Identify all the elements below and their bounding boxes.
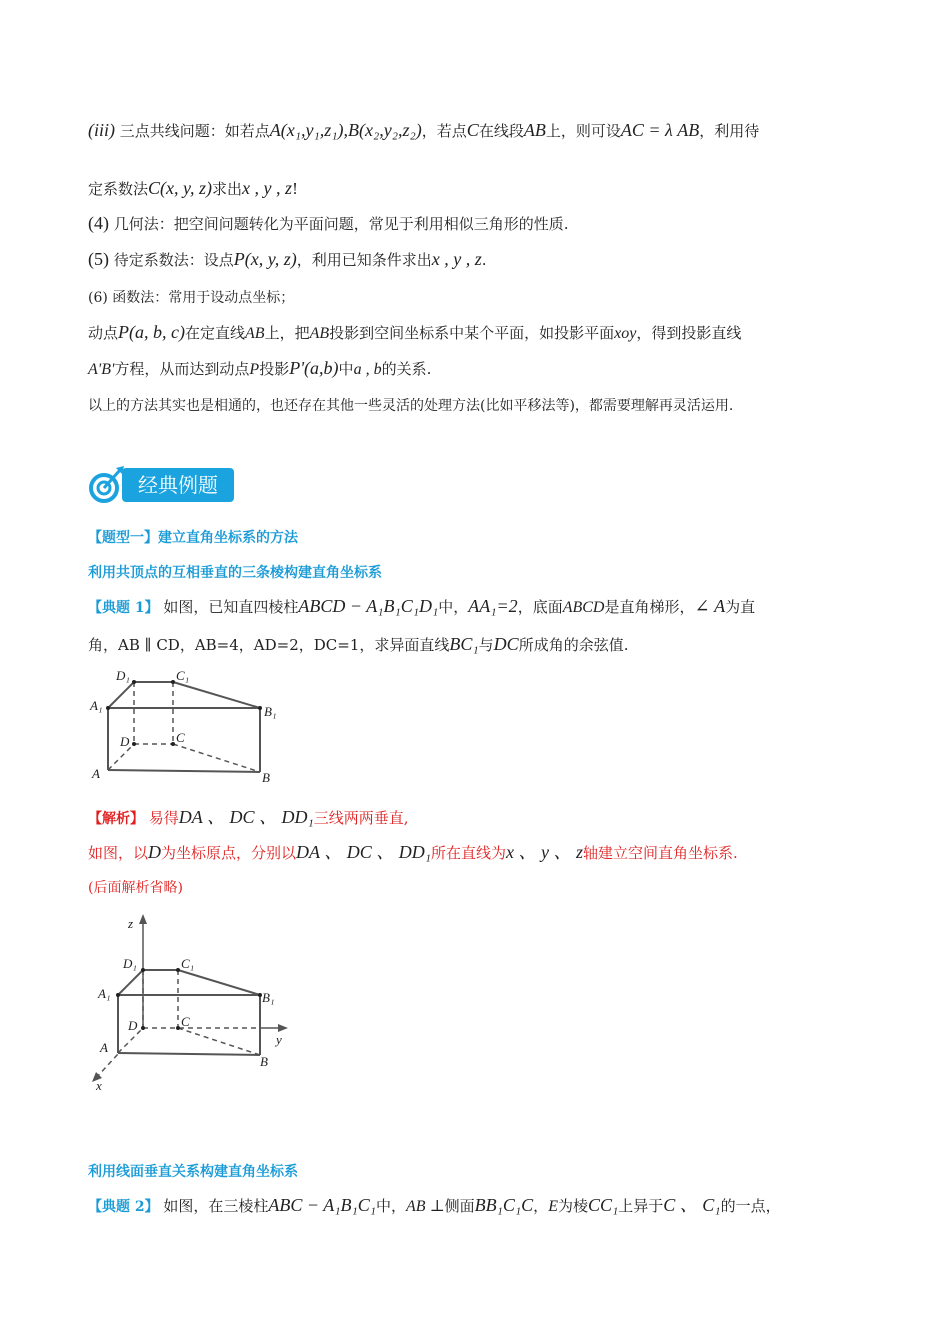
method-3-text-b: ，若点 — [421, 122, 467, 140]
m6-text-d: 投影到空间坐标系中某个平面，如投影平面 — [329, 324, 615, 342]
line-ab-2: AB — [309, 325, 330, 342]
vars-ab: a , b — [353, 361, 382, 378]
label-a1: A₁ — [90, 698, 103, 713]
method-3-text-e: ，利用待 — [699, 122, 760, 140]
method-5-label: (5) — [88, 249, 109, 269]
m6-text-a: 动点 — [88, 324, 119, 342]
example-1-tag: 【典题 1】 — [88, 600, 159, 616]
example-1-line-2 — [88, 632, 878, 657]
example-1-line-1 — [88, 594, 878, 620]
label2-d1: D₁ — [123, 956, 137, 971]
sol-text-a: 易得 — [148, 809, 179, 827]
type1-subheading-2: 利用线面垂直关系构建直角坐标系 — [88, 1164, 298, 1180]
point-c-coords: C(x, y, z) — [148, 178, 212, 198]
method-6-title: (6) 函数法：常用于设动点坐标； — [88, 290, 295, 306]
point-p: P — [249, 361, 260, 378]
line-ab: AB — [245, 325, 265, 342]
axis-z-label: z — [128, 916, 134, 931]
xyz-vars-2: x , y , z — [431, 249, 482, 269]
m6-l2-text-d: 的关系. — [381, 360, 432, 378]
axis-x-label: x — [96, 1078, 102, 1092]
method-5-text-b: ，利用已知条件求出 — [296, 251, 432, 269]
vector-formula: AC = λ AB — [620, 120, 700, 140]
section-banner — [88, 462, 258, 508]
method-5-text: 待定系数法：设点 — [113, 251, 234, 269]
prism-abc: ABC − A₁B₁C₁ — [268, 1195, 377, 1215]
ex1-line2-text-b: 与 — [478, 636, 494, 654]
label-d: D — [120, 734, 130, 749]
method-3-line-2 — [88, 176, 878, 201]
method-4-label: (4) — [88, 213, 109, 233]
label-c: C — [176, 730, 185, 745]
method-3-line-1 — [88, 118, 878, 143]
xyz-vars: x , y , z — [242, 178, 292, 198]
label2-c1: C₁ — [181, 956, 195, 971]
ab-perp: AB ⊥ — [406, 1198, 445, 1215]
solution-line-2 — [88, 840, 878, 865]
point-p-coords: P(x, y, z) — [233, 249, 297, 269]
origin-d: D — [148, 842, 162, 862]
method-5-end: . — [481, 251, 487, 269]
point-e: E — [548, 1198, 558, 1215]
m6-l2-text-c: 中 — [338, 360, 354, 378]
method-3-label: (iii) — [88, 120, 115, 140]
ex1-text-b: 中， — [438, 598, 469, 616]
example-2-tag: 【典题 2】 — [88, 1199, 159, 1215]
ex1-line2-text: 角，AB ∥ CD，AB=4，AD=2，DC=1，求异面直线 — [88, 636, 450, 654]
method-3-line2-text-b: 求出 — [212, 180, 243, 198]
sol2-text-d: 轴建立空间直角坐标系. — [582, 844, 738, 862]
m6-text-b: 在定直线 — [185, 324, 246, 342]
ex2-text-f: 上异于 — [618, 1197, 664, 1215]
method-3-text: 三点共线问题：如若点 — [119, 122, 270, 140]
m6-l2-text-a: 方程，从而达到动点 — [114, 360, 250, 378]
edge-cc1: CC₁ — [587, 1195, 619, 1215]
ex1-text-c: ，底面 — [517, 598, 563, 616]
points-c-c1: C 、 C₁ — [663, 1195, 721, 1215]
sol-text-b: 三线两两垂直, — [313, 809, 409, 827]
type1-heading: 【题型一】建立直角坐标系的方法 — [88, 530, 298, 546]
m6-text-c: 上，把 — [264, 324, 310, 342]
label-d1: D₁ — [116, 668, 130, 683]
label-a: A — [92, 766, 100, 781]
point-p-abc: P(a, b, c) — [118, 322, 185, 342]
figure-1-prism — [88, 664, 298, 790]
method-3-text-d: 上，则可设 — [545, 122, 621, 140]
face-bb1c1c: BB₁C₁C — [474, 1195, 534, 1215]
label2-b1: B₁ — [262, 990, 275, 1005]
solution-line-1 — [88, 805, 878, 831]
axes-xyz: x 、 y 、 z — [505, 842, 583, 862]
segment-ab: AB — [523, 120, 546, 140]
solution-tag: 【解析】 — [88, 811, 144, 827]
label2-a1: A₁ — [98, 986, 111, 1001]
ex1-text-a: 如图，已知直四棱柱 — [163, 598, 299, 616]
method-6-line-1 — [88, 320, 878, 346]
ex1-line2-text-c: 所成角的余弦值. — [518, 636, 629, 654]
method-3-line2-end: ! — [292, 180, 299, 198]
solution-omitted: (后面解析省略) — [88, 880, 183, 896]
label-b: B — [262, 770, 270, 785]
ex2-text-e: 为棱 — [557, 1197, 588, 1215]
m6-text-e: ，得到投影直线 — [636, 324, 742, 342]
label2-c: C — [181, 1014, 190, 1029]
edge-aa1: AA₁=2 — [468, 596, 518, 616]
method-6-line-2 — [88, 356, 878, 382]
ex2-text-c: 侧面 — [444, 1197, 475, 1215]
line-dc: DC — [493, 634, 519, 654]
m6-l2-text-b: 投影 — [259, 360, 290, 378]
sol2-text-b: 为坐标原点，分别以 — [161, 844, 297, 862]
label2-d: D — [128, 1018, 138, 1033]
method-4-text: 几何法：把空间问题转化为平面问题，常见于利用相似三角形的性质. — [113, 215, 569, 233]
sol-lines: DA 、 DC 、 DD₁ — [178, 807, 314, 827]
method-5 — [88, 247, 878, 272]
label-c1: C₁ — [176, 668, 190, 683]
sol2-text-a: 如图，以 — [88, 844, 149, 862]
method-3-line2-text: 定系数法 — [88, 180, 149, 198]
base-abcd: ABCD — [562, 599, 605, 616]
ex2-text-b: 中， — [376, 1197, 407, 1215]
point-p-prime: P'(a,b) — [289, 358, 339, 378]
example-2-line-1 — [88, 1193, 878, 1219]
figure-2-coordinate-system — [88, 910, 298, 1092]
methods-summary: 以上的方法其实也是相通的，也还存在其他一些灵活的处理方法(比如平移法等)，都需要理解再灵活运用. — [88, 398, 734, 414]
sol2-lines: DA 、 DC 、 DD₁ — [296, 842, 431, 862]
type1-subheading-1: 利用共顶点的互相垂直的三条棱构建直角坐标系 — [88, 565, 382, 581]
plane-xoy: xoy — [614, 325, 637, 342]
line-a-b-prime: A'B' — [88, 361, 115, 378]
points-formula: A(x₁,y₁,z₁),B(x₂,y₂,z₂) — [269, 120, 422, 140]
angle-a: ∠ A — [694, 596, 726, 616]
axis-y-label: y — [276, 1032, 282, 1047]
method-3-text-c: 在线段 — [478, 122, 524, 140]
line-bc1: BC₁ — [449, 634, 479, 654]
ex2-text-a: 如图，在三棱柱 — [163, 1197, 269, 1215]
label2-b: B — [260, 1054, 268, 1069]
method-4 — [88, 211, 878, 236]
prism-name: ABCD − A₁B₁C₁D₁ — [298, 596, 439, 616]
point-c: C — [466, 120, 479, 140]
ex1-text-d: 是直角梯形， — [604, 598, 695, 616]
label2-a: A — [100, 1040, 108, 1055]
section-banner-title: 经典例题 — [122, 468, 234, 502]
ex1-text-e: 为直 — [725, 598, 756, 616]
label-b1: B₁ — [264, 704, 277, 719]
ex2-text-g: 的一点， — [720, 1197, 781, 1215]
ex2-text-d: ， — [533, 1197, 549, 1215]
sol2-text-c: 所在直线为 — [430, 844, 506, 862]
